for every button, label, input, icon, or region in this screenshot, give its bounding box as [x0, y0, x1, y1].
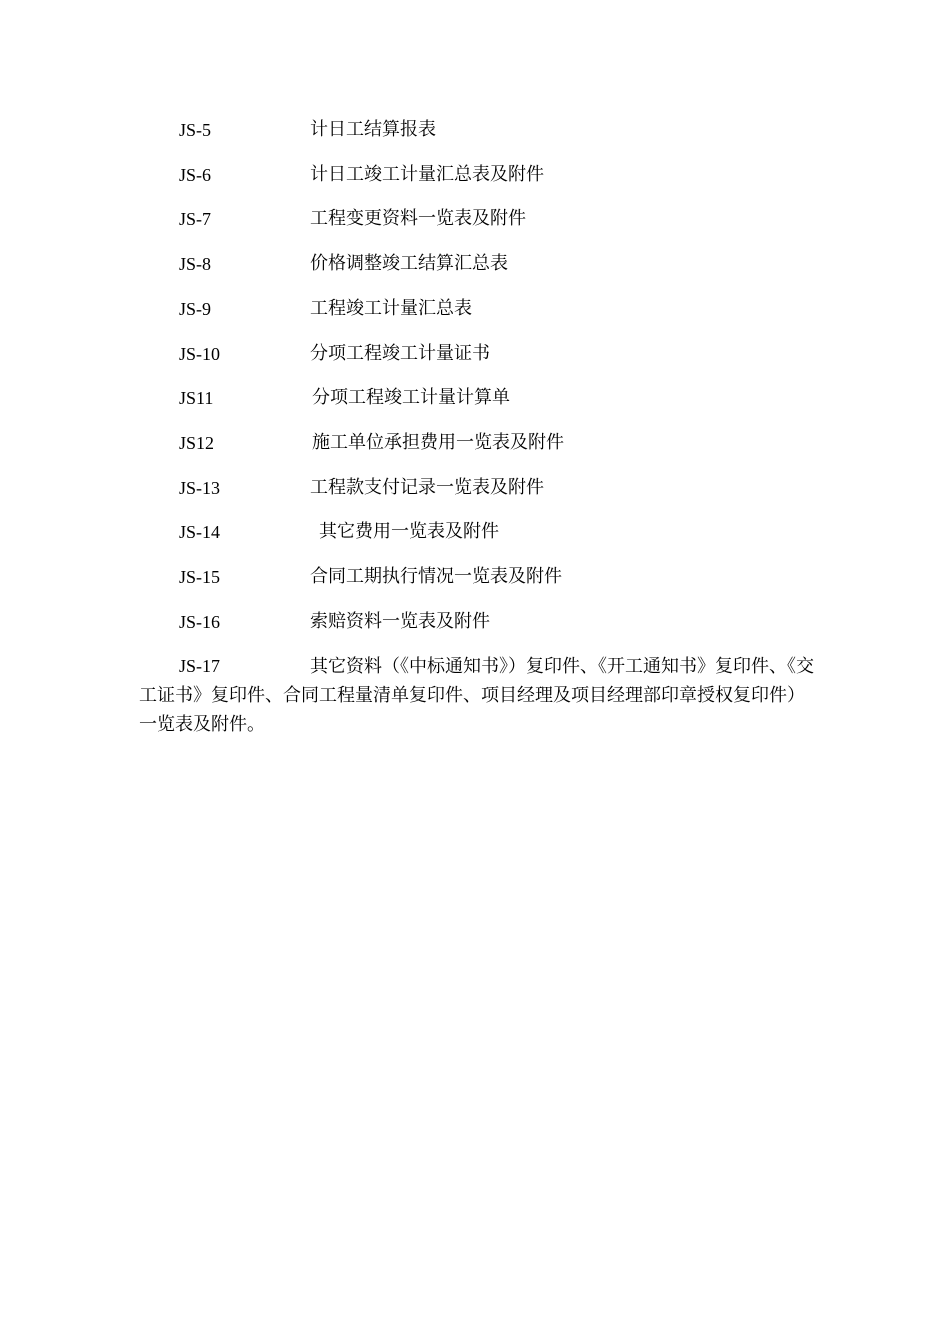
item-code: JS-8: [179, 254, 212, 274]
item-title: 合同工期执行情况一览表及附件: [310, 566, 562, 587]
item-code: JS-5: [179, 120, 212, 140]
list-item: [0, 383, 950, 413]
list-item: [0, 249, 950, 279]
list-item: [0, 517, 950, 547]
item-code: JS-7: [179, 209, 212, 229]
list-item-paragraph: [139, 652, 819, 739]
item-code: JS11: [179, 388, 214, 408]
item-title: 索赔资料一览表及附件: [310, 611, 490, 632]
item-title: 其它费用一览表及附件: [319, 521, 499, 542]
list-item: [0, 204, 950, 234]
item-code: JS-14: [179, 522, 221, 542]
item-title: 分项工程竣工计量证书: [310, 343, 490, 364]
item-title: 工程款支付记录一览表及附件: [310, 477, 544, 498]
item-code: JS12: [179, 433, 215, 453]
item-title: 计日工竣工计量汇总表及附件: [310, 164, 544, 185]
list-item: [0, 294, 950, 324]
item-code: JS-6: [179, 165, 212, 185]
item-title: 工程竣工计量汇总表: [310, 298, 472, 319]
list-item: [0, 473, 950, 503]
item-code: JS-10: [179, 344, 221, 364]
item-code: JS-16: [179, 612, 221, 632]
item-title: 工程变更资料一览表及附件: [310, 208, 526, 229]
item-title: 施工单位承担费用一览表及附件: [312, 432, 564, 453]
list-item: [0, 428, 950, 458]
item-code: JS-9: [179, 299, 212, 319]
list-item: [0, 115, 950, 145]
list-item: [0, 160, 950, 190]
item-code: JS-15: [179, 567, 221, 587]
item-code: JS-17: [179, 656, 221, 676]
item-title: 价格调整竣工结算汇总表: [310, 253, 508, 274]
item-title: 分项工程竣工计量计算单: [312, 387, 510, 408]
item-title: 计日工结算报表: [310, 119, 436, 140]
item-text: 其它资料（《中标通知书》）复印件、《开工通知书》复印件、《交工证书》复印件、合同工程量清单复印件、项目经理及项目经理部印章授权复印件）一览表及附件。: [139, 656, 814, 735]
item-code: JS-13: [179, 478, 221, 498]
list-item: [0, 562, 950, 592]
list-item: [0, 607, 950, 637]
list-item: [0, 339, 950, 369]
